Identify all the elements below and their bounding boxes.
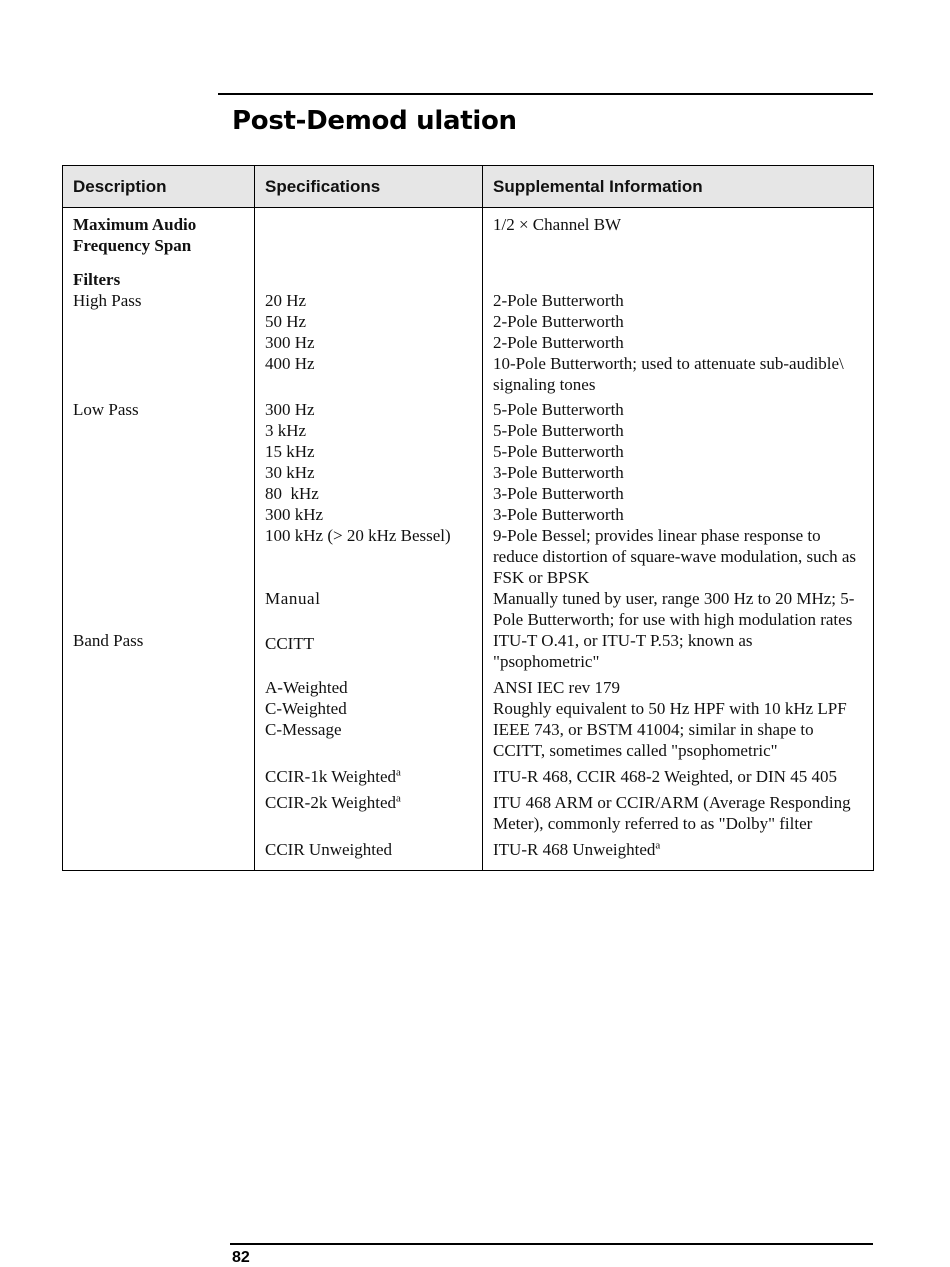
row-specification-cell	[255, 792, 483, 839]
table-row	[63, 525, 874, 588]
row-info: Roughly equivalent to 50 Hz HPF with 10 kHz LPF	[483, 698, 874, 719]
row-description	[63, 698, 255, 719]
row-description	[63, 256, 255, 269]
row-info: ANSI IEC rev 179	[483, 677, 874, 698]
column-header-specifications: Specifications	[255, 166, 483, 208]
row-description: Band Pass	[63, 630, 255, 677]
table-row	[63, 677, 874, 698]
page-number: 82	[232, 1249, 250, 1266]
row-description	[63, 525, 255, 588]
row-specification: CCITT	[255, 630, 483, 677]
row-description: Maximum Audio Frequency Span	[63, 208, 255, 257]
row-specification-cell	[255, 766, 483, 792]
table-row	[63, 269, 874, 290]
row-description	[63, 311, 255, 332]
row-description	[63, 588, 255, 630]
row-specification: C-Message	[255, 719, 483, 766]
row-specification: CCIR Unweighted	[255, 839, 483, 871]
column-header-description: Description	[63, 166, 255, 208]
table-row	[63, 698, 874, 719]
row-description	[63, 677, 255, 698]
table-row	[63, 839, 874, 871]
table-row	[63, 483, 874, 504]
row-info: 9-Pole Bessel; provides linear phase response to reduce distortion of square-wave modulation, such as FSK or BPSK	[483, 525, 874, 588]
row-info: 5-Pole Butterworth	[483, 399, 874, 420]
row-description	[63, 353, 255, 399]
row-description	[63, 792, 255, 839]
top-rule	[218, 93, 873, 95]
table-row	[63, 441, 874, 462]
row-specification: 20 Hz	[255, 290, 483, 311]
row-description	[63, 441, 255, 462]
row-description: Low Pass	[63, 399, 255, 420]
row-description: High Pass	[63, 290, 255, 311]
row-description	[63, 766, 255, 792]
bottom-rule	[230, 1243, 873, 1245]
row-description	[63, 719, 255, 766]
row-specification: 30 kHz	[255, 462, 483, 483]
table-row	[63, 719, 874, 766]
row-specification: 15 kHz	[255, 441, 483, 462]
table-row	[63, 504, 874, 525]
row-info: 5-Pole Butterworth	[483, 420, 874, 441]
row-specification: CCIR-2k Weighted	[265, 793, 397, 812]
row-info: Manually tuned by user, range 300 Hz to 20 MHz; 5-Pole Butterworth; for use with high modulation rates	[483, 588, 874, 630]
footnote-marker: a	[655, 839, 661, 852]
row-specification: C-Weighted	[255, 698, 483, 719]
table-row	[63, 332, 874, 353]
row-specification: 3 kHz	[255, 420, 483, 441]
row-info: 10-Pole Butterworth; used to attenuate sub-audible\ signaling tones	[483, 353, 874, 399]
row-description	[63, 420, 255, 441]
row-info: ITU 468 ARM or CCIR/ARM (Average Responding Meter), commonly referred to as "Dolby" filter	[483, 792, 874, 839]
row-info: 5-Pole Butterworth	[483, 441, 874, 462]
row-info: ITU-T O.41, or ITU-T P.53; known as "psophometric"	[483, 630, 874, 677]
table-row	[63, 399, 874, 420]
row-info: 1/2 × Channel BW	[483, 208, 874, 257]
table-row	[63, 290, 874, 311]
row-info: ITU-R 468, CCIR 468-2 Weighted, or DIN 45 405	[483, 766, 874, 792]
table-row-spacer	[63, 256, 874, 269]
table-row	[63, 311, 874, 332]
row-specification: 300 kHz	[255, 504, 483, 525]
row-info: 3-Pole Butterworth	[483, 483, 874, 504]
row-description	[63, 504, 255, 525]
row-info: 3-Pole Butterworth	[483, 462, 874, 483]
row-info: ITU-R 468 Unweighted	[493, 840, 656, 859]
table-row	[63, 588, 874, 630]
table-header-row	[63, 166, 874, 208]
row-info: IEEE 743, or BSTM 41004; similar in shape to CCITT, sometimes called "psophometric"	[483, 719, 874, 766]
row-specification: A-Weighted	[255, 677, 483, 698]
footnote-marker: a	[396, 792, 401, 805]
row-specification	[255, 269, 483, 290]
row-info: 2-Pole Butterworth	[483, 332, 874, 353]
row-specification: 300 Hz	[255, 332, 483, 353]
row-specification: CCIR-1k Weighted	[265, 767, 397, 786]
row-specification: 400 Hz	[255, 353, 483, 399]
row-info-cell	[483, 839, 874, 871]
column-header-supplemental-information: Supplemental Information	[483, 166, 874, 208]
row-info	[483, 269, 874, 290]
footnote-marker: a	[396, 766, 401, 779]
row-specification: 100 kHz (> 20 kHz Bessel)	[255, 525, 483, 588]
row-specification: Manual	[255, 588, 483, 630]
row-specification	[255, 208, 483, 257]
table-row	[63, 420, 874, 441]
section-title: Post-Demod ulation	[232, 106, 517, 136]
table-row	[63, 792, 874, 839]
table-row	[63, 353, 874, 399]
table-row	[63, 208, 874, 257]
row-info: 2-Pole Butterworth	[483, 290, 874, 311]
table-row	[63, 462, 874, 483]
row-description	[63, 332, 255, 353]
row-specification: 80 kHz	[255, 483, 483, 504]
specifications-table	[62, 165, 874, 871]
row-description: Filters	[63, 269, 255, 290]
row-specification: 300 Hz	[255, 399, 483, 420]
row-specification: 50 Hz	[255, 311, 483, 332]
row-description	[63, 839, 255, 871]
row-specification	[255, 256, 483, 269]
table-row	[63, 630, 874, 677]
row-description	[63, 462, 255, 483]
row-info: 2-Pole Butterworth	[483, 311, 874, 332]
row-info: 3-Pole Butterworth	[483, 504, 874, 525]
table-row	[63, 766, 874, 792]
row-info	[483, 256, 874, 269]
row-description	[63, 483, 255, 504]
